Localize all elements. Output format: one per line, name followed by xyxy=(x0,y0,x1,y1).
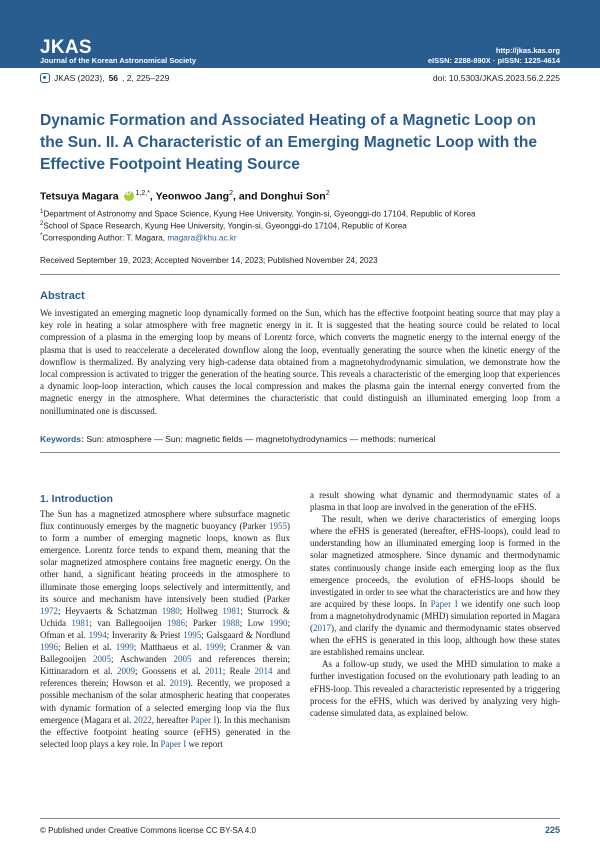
ref-link[interactable]: 2014 xyxy=(254,666,273,677)
email-link[interactable]: magara@khu.ac.kr xyxy=(167,233,237,243)
ref-link[interactable]: 1980 xyxy=(161,605,180,616)
keywords-label: Keywords: xyxy=(40,434,84,444)
citation-pages: , 2, 225–229 xyxy=(122,73,170,83)
ref-link[interactable]: 1955 xyxy=(269,521,287,532)
ref-link[interactable]: 1999 xyxy=(115,642,134,653)
section-heading-introduction: 1. Introduction xyxy=(40,493,113,505)
intro-paragraph-3: The result, when we derive characteristics of emerging loops where the eFHS is generated (hereafter, eFHS-loops), could lead to understanding how an illuminated emerging loop is formed in the solar magnetized atmosphere. Since dynamic and thermodynamic states continuously change inside each emerging loop as the flux emergence proceeds, the evolution of eFHS-loops should be investigated in order to see what the characteristics are and how they are acquired by these loops. In Paper I we identify one such loop from a magnetohydrodynamic (MHD) simulation reported in Magara (2017), and clarify the dynamic and thermodynamic states observed when the eFHS is generated in this loop, although how these states are established remains unclear. xyxy=(310,514,560,658)
author-list xyxy=(40,190,330,203)
journal-name: JKAS xyxy=(40,37,92,58)
abstract-heading: Abstract xyxy=(40,290,85,302)
ref-link[interactable]: 1986 xyxy=(166,617,185,628)
paper-i-link[interactable]: Paper I xyxy=(190,714,217,725)
abstract-text: We investigated an emerging magnetic loop dynamically formed on the Sun, which has the effective footpoint heating source that may play a key role in heating a solar atmosphere with free magnetic energy in it. It is suggested that the heating source could be related to local compression of a plasma in the emerging loop by means of Lorentz force, which converts the magnetic energy to the internal energy of the plasma that is used to reaccelerate a decelerated downflow along the loop, eventually generating the source when the kinetic energy of the downflow is thermalized. By analyzing very high-cadense data obtained from a magnetohydrodynamic simulation, we demonstrate how the local compression is activated to trigger the generation of the heating source. This reveals a characteristic of the emerging loop that experiences a dynamic loop-loop interaction, which causes the local compression and makes the plasma gain the internal energy converted from the magnetic energy in the atmosphere. What determines the characteristic that could distinguish an illuminated emerging loop from a nonilluminated one is discussed. xyxy=(40,308,560,416)
paper-i-link[interactable]: Paper I xyxy=(160,738,187,749)
paper-i-link[interactable]: Paper I xyxy=(430,598,458,609)
ref-link[interactable]: 2017 xyxy=(313,623,331,634)
ref-link[interactable]: 2009 xyxy=(117,666,136,677)
ref-link[interactable]: 1981 xyxy=(222,605,241,616)
intro-paragraph-1: The Sun has a magnetized atmosphere where subsurface magnetic flux continuously emerges by the magnetic buoyancy (Parker 1955) to form a number of emerging magnetic loops, known as flux emergence. Lorentz force tends to expand them, meaning that the solar magnetized atmosphere contains free magnetic energy. On the other hand, a significant heating proceeds in the atmosphere to illuminate those emerging loops selectively and intermittently, and its source and mechanism have intensively been studied (Parker 1972; Heyvaerts & Schatzman 1980; Hollweg 1981; Sturrock & Uchida 1981; van Ballegooijen 1986; Parker 1988; Low 1990; Ofman et al. 1994; Inverarity & Priest 1995; Galsgaard & Nordlund 1996; Belien et al. 1999; Matthaeus et al. 1999; Cranmer & van Ballegooijen 2005; Aschwanden 2005 and references therein; Kittinaradorn et al. 2009; Goossens et al. 2011; Reale 2014 and references therein; Howson et al. 2019). Recently, we proposed a possible mechanism of the solar atmospheric heating that cooperates with dynamic formation of a selected emerging loop via the flux emergence (Magara et al. 2022, hereafter Paper I). In this mechanism the effective footpoint heating source (eFHS) generated in the selected loop plays a key role. In Paper I we report xyxy=(40,509,291,749)
affiliation-1 xyxy=(40,209,476,219)
author-1-sup: 1,2,* xyxy=(135,190,150,197)
affiliation-2 xyxy=(40,221,407,231)
affiliation-1-text: Department of Astronomy and Space Science, Kyung Hee University, Yongin-si, Gyeonggi-do 17104, Republic of Korea xyxy=(43,209,476,219)
doi-link[interactable]: doi: 10.5303/JKAS.2023.56.2.225 xyxy=(432,73,560,83)
ref-link[interactable]: 2005 xyxy=(173,654,192,665)
author-1[interactable]: Tetsuya Magara xyxy=(40,190,119,203)
intro-paragraph-4: As a follow-up study, we used the MHD simulation to make a further investigation focused on the evolutionary path leading to an eFHS-loop. This revealed a characteristic represented by a triggering process for the eFHS, which was derived by analyzing very high-cadense simulated data, as explained below. xyxy=(310,659,560,718)
citation-prefix: JKAS (2023), xyxy=(54,73,105,83)
citation xyxy=(40,73,169,83)
open-access-icon xyxy=(40,73,50,83)
corresponding-mark: * xyxy=(40,233,43,239)
ref-link[interactable]: 2019 xyxy=(169,678,188,689)
divider-footer xyxy=(40,818,560,819)
article-title: Dynamic Formation and Associated Heating of a Magnetic Loop on the Sun. II. A Characteristic of an Emerging Magnetic Loop with the Effective Footpoint Heating Source xyxy=(40,112,538,173)
ref-link[interactable]: 1981 xyxy=(71,617,90,628)
divider-bottom xyxy=(40,452,560,453)
ref-link[interactable]: 1990 xyxy=(269,617,288,628)
page-footer xyxy=(40,826,560,835)
citation-row xyxy=(40,73,560,87)
publication-dates: Received September 19, 2023; Accepted November 14, 2023; Published November 24, 2023 xyxy=(40,256,378,265)
intro-left-column xyxy=(40,508,290,750)
affiliation-1-num: 1 xyxy=(40,209,44,215)
journal-issn: eISSN: 2288-890X · pISSN: 1225-4614 xyxy=(427,56,560,65)
divider-top xyxy=(40,274,560,275)
author-3-sup: 2 xyxy=(325,190,330,197)
license-text: © Published under Creative Commons license CC BY-SA 4.0 xyxy=(40,826,256,835)
ref-link[interactable]: 1988 xyxy=(221,617,240,628)
ref-link[interactable]: 1995 xyxy=(183,629,202,640)
author-3[interactable]: , and Donghui Son xyxy=(232,190,326,203)
keywords-text: Sun: atmosphere — Sun: magnetic fields — magnetohydrodynamics — methods: numerical xyxy=(83,434,436,444)
ref-link[interactable]: 1996 xyxy=(40,642,58,653)
journal-subtitle: Journal of the Korean Astronomical Society xyxy=(40,56,197,65)
journal-banner xyxy=(0,0,600,68)
journal-url-link[interactable]: http://jkas.kas.org xyxy=(495,46,560,55)
affiliation-2-num: 2 xyxy=(40,221,44,227)
intro-paragraph-2: a result showing what dynamic and thermodynamic states of a plasma in that loop are involved in the generation of the eFHS. xyxy=(310,490,560,513)
page-number: 225 xyxy=(544,825,560,835)
author-2[interactable]: , Yeonwoo Jang xyxy=(149,190,230,203)
corresponding-text: Corresponding Author: T. Magara, xyxy=(42,233,168,243)
corresponding-author xyxy=(40,233,237,243)
ref-link[interactable]: 2011 xyxy=(205,666,223,677)
author-2-sup: 2 xyxy=(229,190,233,197)
ref-link[interactable]: 2005 xyxy=(93,654,111,665)
ref-link[interactable]: 1994 xyxy=(88,629,107,640)
ref-link[interactable]: 1999 xyxy=(205,642,224,653)
orcid-icon[interactable] xyxy=(124,191,134,201)
keywords xyxy=(40,434,436,444)
affiliation-2-text: School of Space Research, Kyung Hee University, Yongin-si, Gyeonggi-do 17104, Republic of Korea xyxy=(43,221,407,231)
intro-right-column xyxy=(310,489,560,719)
citation-volume: 56 xyxy=(108,73,119,83)
ref-link[interactable]: 2022 xyxy=(133,714,152,725)
ref-link[interactable]: 1972 xyxy=(40,605,58,616)
